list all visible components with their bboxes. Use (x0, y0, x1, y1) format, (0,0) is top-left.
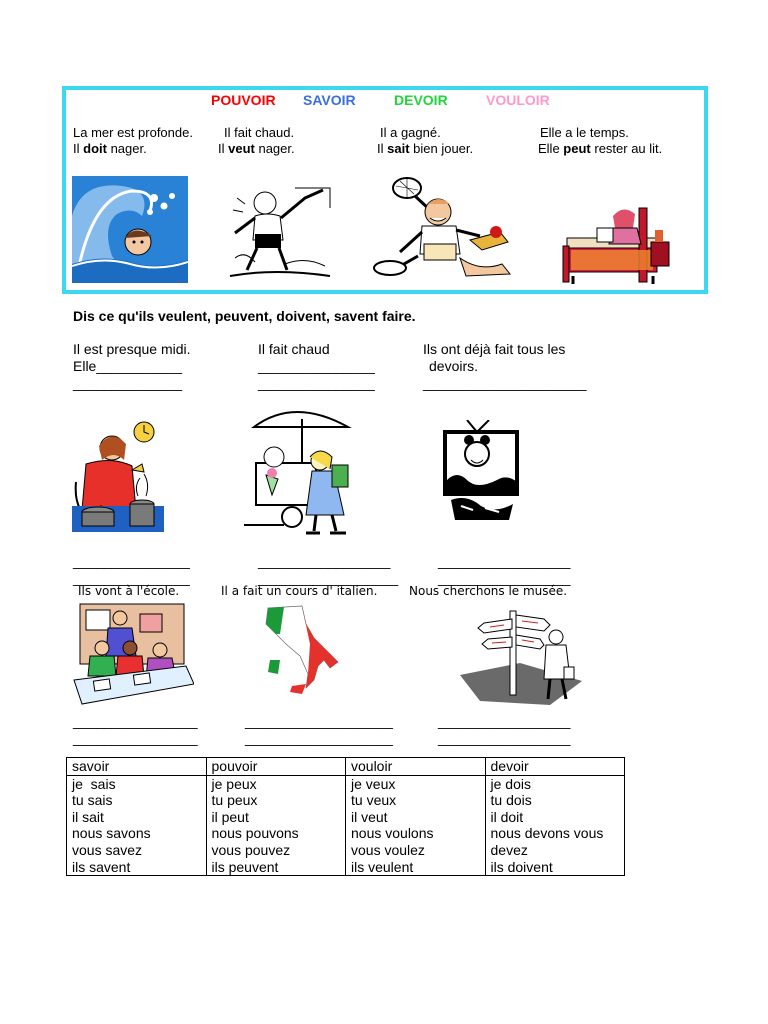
blank-row2-col2[interactable]: _________________ __________________ (258, 553, 399, 586)
sweating-man-illustration (225, 178, 335, 282)
instruction-heading: Dis ce qu'ils veulent, peuvent, doivent, savent faire. (73, 308, 416, 324)
blank-row2-col1[interactable]: _______________ _______________ (73, 553, 190, 586)
caption-school: Ils vont à l'école. (78, 584, 180, 598)
verb-pouvoir: POUVOIR (211, 92, 276, 108)
prompt-3: Ils ont déjà fait tous les devoirs. _____________________ (423, 341, 587, 391)
verb-savoir: SAVOIR (303, 92, 356, 108)
blank-row3-col1[interactable]: ________________ ________________ (73, 713, 198, 746)
caption-museum: Nous cherchons le musée. (409, 584, 568, 598)
blank-row3-col2[interactable]: ___________________ ___________________ (245, 713, 393, 746)
header-savoir: savoir (67, 758, 207, 776)
conjugation-table (66, 757, 625, 876)
header-pouvoir: pouvoir (206, 758, 346, 776)
pouvoir-forms: je peux tu peux il peut nous pouvons vous pouvez ils peuvent (206, 775, 346, 876)
vouloir-forms: je veux tu veux il veut nous voulons vous voulez ils veulent (346, 775, 486, 876)
person-behind-tv-illustration (437, 420, 523, 522)
verb-devoir: DEVOIR (394, 92, 448, 108)
devoir-forms: je dois tu dois il doit nous devons vous devez ils doivent (485, 775, 625, 876)
example-2: Il fait chaud. Il veut nager. (218, 125, 295, 156)
savoir-forms: je sais tu sais il sait nous savons vous savez ils savent (67, 775, 207, 876)
example-3: Il a gagné. Il sait bien jouer. (377, 125, 474, 156)
ice-cream-cart-illustration (244, 405, 356, 540)
classroom-students-illustration (72, 600, 194, 708)
verb-vouloir: VOULOIR (486, 92, 550, 108)
wave-swimmer-illustration (72, 176, 188, 283)
signpost-person-illustration (460, 605, 582, 708)
example-4: Elle a le temps. Elle peut rester au lit. (538, 125, 663, 156)
cooking-woman-clock-illustration (72, 420, 164, 532)
prompt-1: Il est presque midi. Elle___________ ______________ (73, 341, 191, 391)
caption-italian: Il a fait un cours d' italien. (221, 584, 378, 598)
blank-row2-col3[interactable]: _________________ _________________ (438, 553, 571, 586)
example-1: La mer est profonde. Il doit nager. (73, 125, 193, 156)
tennis-player-illustration (370, 172, 520, 282)
italy-flag-map-illustration (262, 604, 342, 694)
girl-in-bed-illustration (557, 198, 677, 284)
prompt-2: Il fait chaud _______________ _______________ (258, 341, 375, 391)
header-devoir: devoir (485, 758, 625, 776)
header-vouloir: vouloir (346, 758, 486, 776)
blank-row3-col3[interactable]: _________________ _________________ (438, 713, 571, 746)
